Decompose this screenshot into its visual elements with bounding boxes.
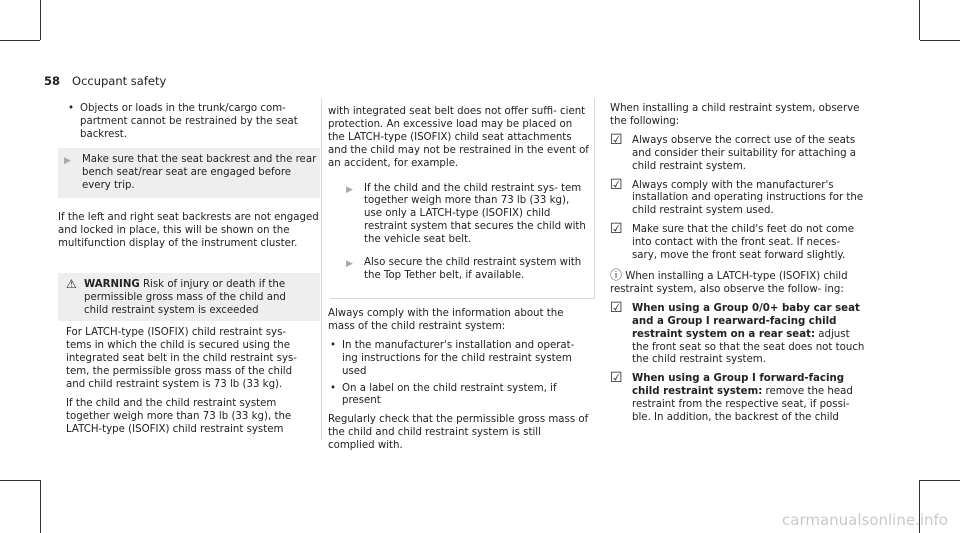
instruction-step <box>340 257 590 283</box>
list-item <box>328 340 590 379</box>
paragraph: If the left and right seat backrests are not engaged and locked in place, this will be shown on the multifunction display of the instrument cluster. <box>58 212 319 249</box>
checkbox-checked-icon: ☑ <box>610 299 623 316</box>
checklist-text: Make sure that the child's feet do not come into contact with the front seat. If neces- sary, move the front seat forward slightly. <box>632 224 854 262</box>
warning-box <box>58 273 320 322</box>
warning-icon: ⚠ <box>66 276 77 291</box>
checklist-item <box>610 370 868 425</box>
checklist-item <box>610 131 868 174</box>
paragraph: Always comply with the information about the mass of the child restraint system: <box>328 308 564 332</box>
list-item-text: On a label on the child restraint system, if present <box>342 382 557 407</box>
checkbox-checked-icon: ☑ <box>610 370 623 387</box>
watermark: carmanualsonline.info <box>782 511 948 529</box>
step-text: Also secure the child restraint system with the Top Tether belt, if available. <box>364 257 582 281</box>
column-2 <box>328 106 590 289</box>
crop-mark <box>919 0 920 40</box>
info-icon: ⓘ <box>610 267 623 282</box>
checkbox-checked-icon: ☑ <box>610 176 623 193</box>
paragraph: with integrated seat belt does not offer suffi- cient protection. An excessive load may be placed on the LATCH-type (ISOFIX) child seat attachments and the child may not be restrained in the event of an accident, for example. <box>328 106 589 169</box>
crop-mark <box>0 480 40 481</box>
paragraph: For LATCH-type (ISOFIX) child restraint sys- tems in which the child is secured using the integrated seat belt in the child restraint sys- tem, the permissible gross mass of the child and child restraint system is 73 lb (33 kg). <box>66 327 297 391</box>
note-text: When installing a LATCH-type (ISOFIX) child restraint system, also observe the follow- ing: <box>610 270 848 295</box>
step-text: If the child and the child restraint sys- tem together weigh more than 73 lb (33 kg), use only a LATCH-type (ISOFIX) child restraint system that secures the child with the vehicle seat belt. <box>364 182 586 246</box>
checkbox-checked-icon: ☑ <box>610 221 623 238</box>
paragraph: If the child and the child restraint system together weigh more than 73 lb (33 kg), the LATCH-type (ISOFIX) child restraint system <box>66 397 292 435</box>
warning-body <box>58 321 320 436</box>
checklist-item <box>610 299 868 368</box>
checklist-text: Always observe the correct use of the seats and consider their suitability for attaching a child restraint system. <box>632 134 857 172</box>
arrow-icon: ▶ <box>346 184 353 195</box>
crop-mark <box>0 40 40 41</box>
step-text: Make sure that the seat backrest and the rear bench seat/rear seat are engaged before every trip. <box>82 153 317 191</box>
column-3 <box>610 103 868 431</box>
column-1 <box>66 103 320 204</box>
note-paragraph <box>610 269 868 297</box>
crop-mark <box>40 0 41 40</box>
column-2-lower <box>328 308 590 459</box>
checklist-text: adjust the front seat so that the seat does not touch the child restraint system. <box>632 328 865 366</box>
divider <box>330 298 595 299</box>
checklist-heading: When using a Group 0/0+ baby car seat and a Group I rearward-facing child restraint system on a rear seat: <box>632 302 860 340</box>
crop-mark <box>920 480 960 481</box>
checklist-text: Always comply with the manufacturer's installation and operating instructions for the child restraint system used. <box>632 179 864 217</box>
divider <box>321 98 322 440</box>
paragraph: Regularly check that the permissible gross mass of the child and child restraint system is still complied with. <box>328 414 589 452</box>
instruction-step <box>58 148 320 199</box>
page-header <box>44 74 166 88</box>
list-item-text: In the manufacturer's installation and operat- ing instructions for the child restraint system used <box>342 339 575 377</box>
arrow-icon: ▶ <box>346 259 353 270</box>
section-title: Occupant safety <box>72 74 167 88</box>
divider <box>594 98 595 298</box>
page-number: 58 <box>44 74 61 88</box>
checklist-item <box>610 221 868 263</box>
column-1-lower <box>58 212 320 443</box>
checkbox-checked-icon: ☑ <box>610 131 623 148</box>
checklist-item <box>610 176 868 219</box>
list-item-text: Objects or loads in the trunk/cargo com- partment cannot be restrained by the seat backrest. <box>80 103 298 140</box>
crop-mark <box>920 40 960 41</box>
crop-mark <box>40 480 41 533</box>
instruction-step <box>340 183 590 248</box>
checklist-text: remove the head restraint from the respective seat, if possi- ble. In addition, the backrest of the child <box>632 386 853 424</box>
list-item <box>66 103 320 142</box>
warning-label: WARNING <box>84 278 140 290</box>
checklist-heading: When using a Group I forward-facing child restraint system: <box>632 373 845 398</box>
paragraph: When installing a child restraint system, observe the following: <box>610 103 860 127</box>
warning-text: Risk of injury or death if the permissible gross mass of the child and child restraint system is exceeded <box>84 278 286 316</box>
list-item <box>328 383 590 409</box>
arrow-icon: ▶ <box>64 155 71 166</box>
